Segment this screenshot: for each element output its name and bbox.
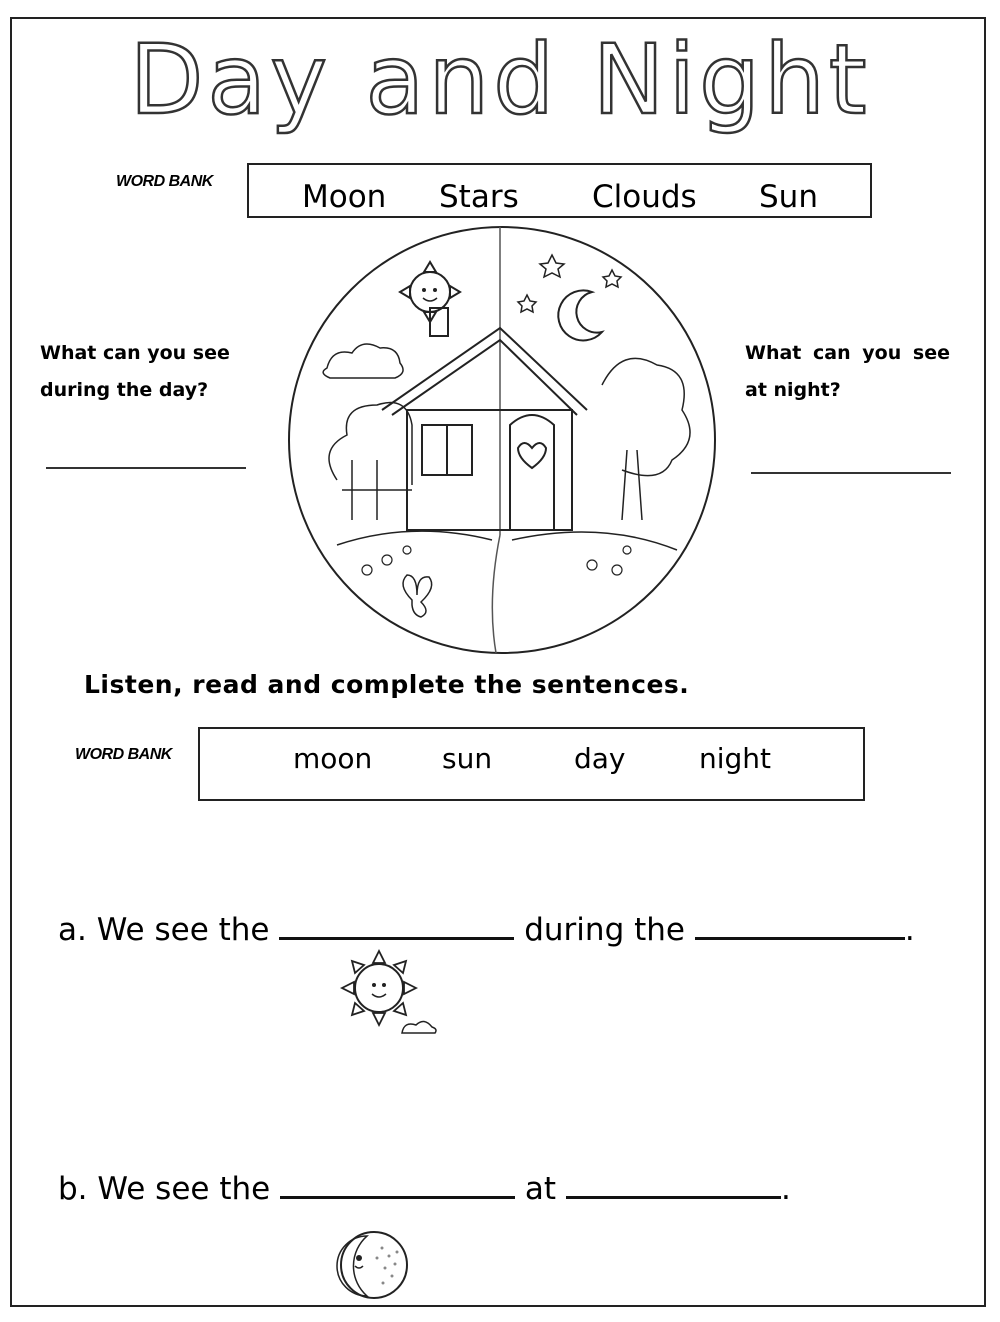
word-bank-word: day [574, 742, 626, 775]
word-bank-box [198, 727, 865, 801]
sentence-a-part1: We see the [96, 912, 270, 948]
page-title: Day and Night [129, 24, 871, 136]
sentence-a [58, 903, 915, 948]
word-bank-label: WORD BANK [116, 173, 213, 190]
night-question: What can you see at night? [745, 342, 950, 401]
sleeping-moon-icon [337, 1228, 412, 1303]
day-answer-line[interactable] [46, 467, 246, 469]
sentence-b-blank-1[interactable] [280, 1162, 515, 1199]
sentence-b-part1: We see the [97, 1171, 271, 1207]
sentence-a-blank-2[interactable] [695, 903, 905, 940]
sentence-a-blank-1[interactable] [279, 903, 514, 940]
sentence-b-blank-2[interactable] [566, 1162, 781, 1199]
instruction-text: Listen, read and complete the sentences. [84, 670, 690, 699]
sentence-b-prefix: b. [58, 1171, 88, 1207]
word-bank-label: WORD BANK [75, 746, 172, 763]
night-answer-line[interactable] [751, 472, 951, 474]
word-bank-word: sun [442, 742, 493, 775]
word-bank-box [247, 163, 872, 218]
sentence-a-end: . [904, 912, 915, 948]
day-question: What can you see during the day? [40, 342, 230, 401]
word-bank-word: Clouds [592, 179, 697, 215]
word-bank-word: night [699, 742, 772, 775]
word-bank-word: Stars [439, 179, 519, 215]
sentence-b-part2: at [524, 1171, 557, 1207]
sentence-b-end: . [780, 1171, 791, 1207]
sentence-a-part2: during the [524, 912, 685, 948]
smiling-sun-icon [327, 943, 437, 1038]
day-night-house-icon [282, 220, 722, 660]
sentence-a-prefix: a. [58, 912, 87, 948]
word-bank-word: Moon [302, 179, 387, 215]
word-bank-word: Sun [759, 179, 818, 215]
word-bank-word: moon [293, 742, 373, 775]
sentence-b [58, 1162, 791, 1207]
